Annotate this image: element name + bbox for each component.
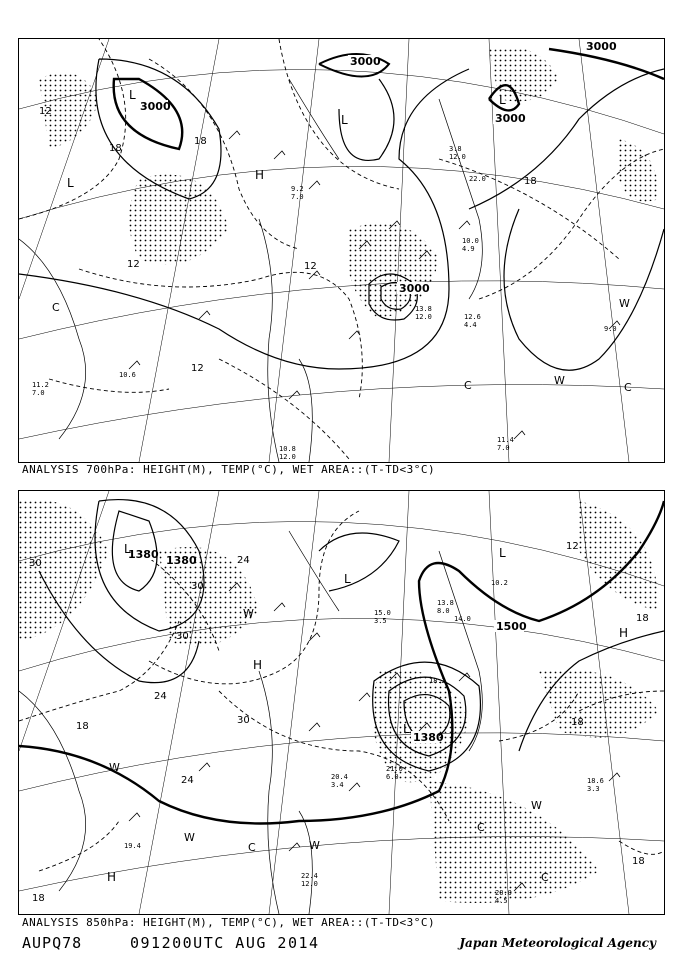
station-value: 4.5	[495, 897, 508, 905]
station-value: 6.0	[386, 773, 399, 781]
station-value: 7.0	[32, 389, 45, 397]
temperature-label: 30	[191, 581, 204, 592]
station-value: 4.4	[464, 321, 477, 329]
temperature-label: 18	[524, 176, 537, 187]
temperature-label: 12	[304, 261, 317, 272]
station-value: 3.8	[449, 145, 462, 153]
station-value: 19.4	[124, 842, 141, 850]
temperature-label: 18	[632, 856, 645, 867]
temperature-label: 30	[176, 631, 189, 642]
station-value: 10.6	[119, 371, 136, 379]
wet-areas	[19, 500, 659, 903]
station-value: 11.2	[32, 381, 49, 389]
station-value: 21.0	[386, 765, 403, 773]
low-symbol: L	[344, 572, 351, 586]
high-symbol: H	[107, 870, 117, 884]
low-symbol: L	[129, 88, 136, 102]
height-label: 3000	[350, 55, 381, 68]
map-700hpa-chart	[19, 39, 664, 462]
temperature-label: 18	[109, 143, 122, 154]
station-value: 3.3	[587, 785, 600, 793]
station-value: 14.0	[454, 615, 471, 623]
temperature-label: 24	[181, 775, 194, 786]
cold-symbol: C	[248, 841, 256, 854]
station-value: 12.0	[449, 153, 466, 161]
station-value: 18.6	[587, 777, 604, 785]
cold-symbol: C	[477, 821, 485, 834]
height-label: 1380	[166, 554, 197, 567]
station-value: 13.8	[415, 305, 432, 313]
height-label: 1500	[496, 620, 527, 633]
height-label: 3000	[586, 40, 617, 53]
station-value: 22.4	[301, 872, 318, 880]
station-value: 12.6	[464, 313, 481, 321]
low-symbol: L	[499, 93, 506, 107]
temperature-label: 24	[154, 691, 167, 702]
cold-symbol: C	[464, 379, 472, 392]
station-value: 7.0	[291, 193, 304, 201]
station-value: 18.2	[429, 677, 446, 685]
low-symbol: L	[403, 722, 410, 736]
warm-symbol: W	[184, 831, 195, 844]
station-value: 9.0	[604, 325, 617, 333]
warm-symbol: W	[554, 374, 565, 387]
station-value: 22.0	[469, 175, 486, 183]
station-value: 10.0	[462, 237, 479, 245]
chart-code: AUPQ78	[22, 934, 83, 952]
station-value: 20.0	[495, 889, 512, 897]
station-value: 4.9	[462, 245, 475, 253]
high-symbol: H	[255, 168, 265, 182]
low-symbol: L	[67, 176, 74, 190]
warm-symbol: W	[531, 799, 542, 812]
map-panel-700hpa	[18, 38, 665, 463]
height-label: 3000	[495, 112, 526, 125]
temperature-label: 18	[32, 893, 45, 904]
temperature-label: 30	[237, 715, 250, 726]
station-value: 13.8	[437, 599, 454, 607]
station-value: 7.0	[497, 444, 510, 452]
station-value: 3.4	[331, 781, 344, 789]
temperature-label: 24	[237, 555, 250, 566]
height-label: 3000	[399, 282, 430, 295]
height-label: 3000	[140, 100, 171, 113]
temperature-label: 18	[636, 613, 649, 624]
height-label: 1380	[413, 731, 444, 744]
station-value: 10.8	[279, 445, 296, 453]
station-value: 15.0	[374, 609, 391, 617]
temperature-label: 12	[191, 363, 204, 374]
station-value: 9.2	[291, 185, 304, 193]
station-value: 12.0	[301, 880, 318, 888]
map-850hpa-chart	[19, 491, 664, 914]
station-value: 20.4	[331, 773, 348, 781]
station-value: 3.5	[374, 617, 387, 625]
station-value: 10.2	[491, 579, 508, 587]
height-contours	[19, 49, 664, 370]
temperature-label: 12	[39, 106, 52, 117]
temperature-label: 18	[571, 717, 584, 728]
agency-name: Japan Meteorological Agency	[459, 936, 656, 950]
warm-symbol: W	[309, 839, 320, 852]
station-value: 11.4	[497, 436, 514, 444]
caption-850hpa: ANALYSIS 850hPa: HEIGHT(M), TEMP(°C), WET AREA::(T-TD<3°C)	[22, 916, 436, 929]
caption-700hpa: ANALYSIS 700hPa: HEIGHT(M), TEMP(°C), WET AREA::(T-TD<3°C)	[22, 463, 436, 476]
cold-symbol: C	[52, 301, 60, 314]
valid-time: 091200UTC AUG 2014	[130, 934, 320, 952]
low-symbol: L	[499, 546, 506, 560]
warm-symbol: W	[109, 761, 120, 774]
low-symbol: L	[124, 542, 131, 556]
warm-symbol: W	[619, 297, 630, 310]
station-value: 12.0	[279, 453, 296, 461]
temperature-label: 18	[76, 721, 89, 732]
temperature-label: 12	[566, 541, 579, 552]
temperature-label: 18	[194, 136, 207, 147]
warm-symbol: W	[243, 607, 254, 620]
temperature-label: 30	[29, 558, 42, 569]
temperature-label: 12	[127, 259, 140, 270]
high-symbol: H	[253, 658, 263, 672]
cold-symbol: C	[624, 381, 632, 394]
high-symbol: H	[619, 626, 629, 640]
height-label: 1380	[128, 548, 159, 561]
low-symbol: L	[341, 113, 348, 127]
map-panel-850hpa	[18, 490, 665, 915]
station-value: 12.0	[415, 313, 432, 321]
cold-symbol: C	[541, 871, 549, 884]
station-value: 8.0	[437, 607, 450, 615]
